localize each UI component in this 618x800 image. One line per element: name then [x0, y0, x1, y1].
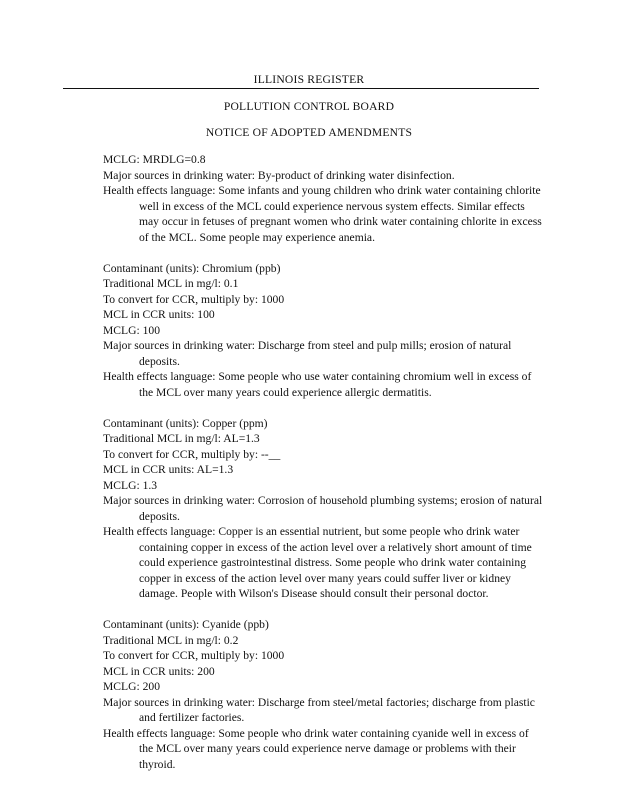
copper-mcl-ccr: MCL in CCR units: AL=1.3 — [103, 463, 234, 476]
chromium-section — [103, 261, 543, 401]
section-gap — [103, 400, 543, 416]
register-title: ILLINOIS REGISTER — [253, 73, 365, 86]
copper-mclg: MCLG: 1.3 — [103, 478, 158, 492]
board-name: POLLUTION CONTROL BOARD — [223, 100, 395, 113]
chlorite-section — [103, 152, 543, 245]
chlorite-health-effects: Health effects language: Some infants and young children who drink water containing chlorite well in excess of the MCL could experience nervous system effects. Similar effects may occur in fetuses of pregnant women who drink water containing chlorite in excess of the MCL. Some people may experience anemia. — [103, 184, 542, 244]
section-gap — [103, 602, 543, 618]
chlorite-mclg: MCLG: MRDLG=0.8 — [103, 153, 206, 166]
cyanide-conversion: To convert for CCR, multiply by: 1000 — [103, 649, 285, 662]
copper-section — [103, 416, 543, 602]
document-body — [103, 152, 543, 772]
cyanide-mcl-ccr: MCL in CCR units: 200 — [103, 664, 215, 678]
cyanide-traditional-mcl: Traditional MCL in mg/l: 0.2 — [103, 633, 239, 647]
cyanide-contaminant: Contaminant (units): Cyanide (ppb) — [103, 618, 269, 631]
section-gap — [103, 245, 543, 261]
chromium-mcl-ccr: MCL in CCR units: 100 — [103, 308, 215, 321]
cyanide-health-effects: Health effects language: Some people who drink water containing cyanide well in excess of the MCL over many years could experience nerve damage or problems with their thyroid. — [103, 726, 529, 771]
cyanide-mclg: MCLG: 200 — [103, 680, 161, 693]
cyanide-sources: Major sources in drinking water: Discharge from steel/metal factories; discharge from plastic and fertilizer factories. — [103, 695, 535, 724]
notice-title: NOTICE OF ADOPTED AMENDMENTS — [205, 126, 413, 139]
chromium-conversion: To convert for CCR, multiply by: 1000 — [103, 292, 285, 306]
chromium-traditional-mcl: Traditional MCL in mg/l: 0.1 — [103, 277, 239, 290]
chlorite-sources: Major sources in drinking water: By-product of drinking water disinfection. — [103, 168, 455, 182]
chromium-sources: Major sources in drinking water: Discharge from steel and pulp mills; erosion of natural deposits. — [103, 339, 512, 368]
copper-health-effects: Health effects language: Copper is an essential nutrient, but some people who drink water containing copper in excess of the action level over a relatively short amount of time could experience gastrointestinal distress. Some people who drink water containing copper in excess of the action level over many years could suffer liver or kidney damage. People with Wilson's Disease should consult their personal doctor. — [103, 525, 532, 600]
copper-contaminant: Contaminant (units): Copper (ppm) — [103, 416, 268, 430]
chromium-mclg: MCLG: 100 — [103, 323, 161, 337]
chromium-contaminant: Contaminant (units): Chromium (ppb) — [103, 261, 281, 275]
cyanide-section — [103, 617, 543, 772]
copper-traditional-mcl: Traditional MCL in mg/l: AL=1.3 — [103, 432, 260, 445]
copper-sources: Major sources in drinking water: Corrosion of household plumbing systems; erosion of natural deposits. — [103, 494, 543, 523]
copper-conversion: To convert for CCR, multiply by: --__ — [103, 447, 281, 461]
header-rule — [63, 88, 539, 89]
chromium-health-effects: Health effects language: Some people who use water containing chromium well in excess of the MCL over many years could experience allergic dermatitis. — [103, 370, 532, 399]
